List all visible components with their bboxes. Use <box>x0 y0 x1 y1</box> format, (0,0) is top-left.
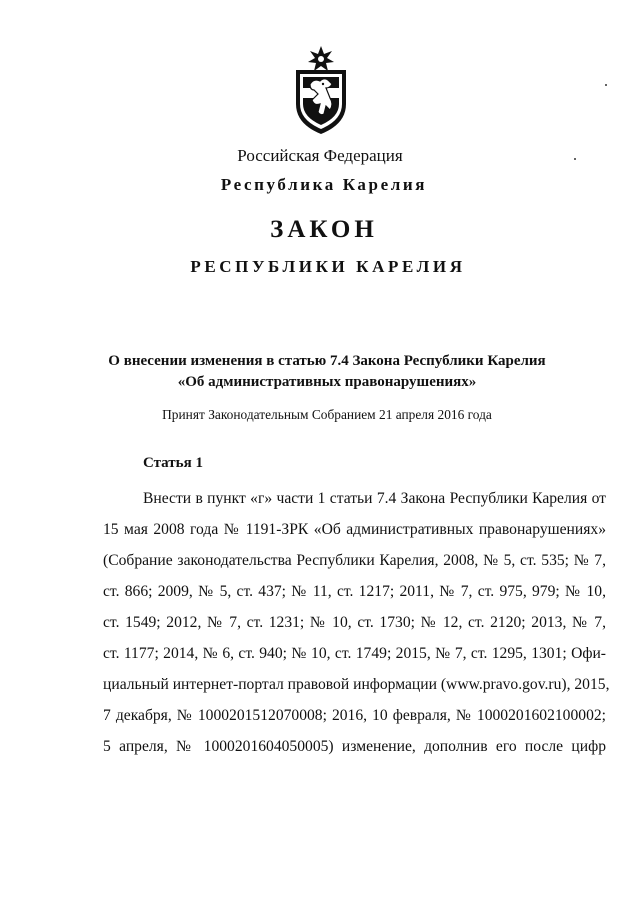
republic-name: Республика Карелия <box>220 175 428 194</box>
scan-speck <box>574 158 576 160</box>
article-line: ст. 1549; 2012, № 7, ст. 1231; № 10, ст. 1730; № 12, ст. 2120; 2013, № 7, <box>103 614 606 631</box>
document-type: ЗАКОН <box>270 216 378 243</box>
article-line: 5 апреля, № 1000201604050005) изменение, дополнив его после цифр <box>103 738 606 755</box>
article-line: ст. 1177; 2014, № 6, ст. 940; № 10, ст. 1749; 2015, № 7, ст. 1295, 1301; Офи- <box>103 645 606 662</box>
article-line: ст. 866; 2009, № 5, ст. 437; № 11, ст. 1217; 2011, № 7, ст. 975, 979; № 10, <box>103 583 606 600</box>
document-type-subtitle: РЕСПУБЛИКИ КАРЕЛИЯ <box>190 257 466 276</box>
article-body <box>103 483 610 762</box>
law-title <box>7 351 640 393</box>
law-title-line-2: «Об административных правонарушениях» <box>177 374 477 390</box>
article-line: Внести в пункт «г» части 1 статьи 7.4 Закона Республики Карелия от <box>143 490 606 507</box>
country-name: Российская Федерация <box>237 146 403 165</box>
scan-speck <box>605 84 607 86</box>
article-line: 7 декабря, № 1000201512070008; 2016, 10 февраля, № 1000201602100002; <box>103 707 606 724</box>
star-icon <box>308 46 334 71</box>
law-title-line-1: О внесении изменения в статью 7.4 Закона Республики Карелия <box>108 353 546 369</box>
article-line: 15 мая 2008 года № 1191-ЗРК «Об административных правонарушениях» <box>103 521 606 538</box>
article-line: циальный интернет-портал правовой информации (www.pravo.gov.ru), 2015, <box>103 676 610 693</box>
adoption-note: Принят Законодательным Собранием 21 апреля 2016 года <box>162 407 492 422</box>
article-line: (Собрание законодательства Республики Карелия, 2008, № 5, ст. 535; № 7, <box>103 552 606 569</box>
coat-of-arms-karelia <box>290 44 352 136</box>
article-heading: Статья 1 <box>143 455 203 471</box>
